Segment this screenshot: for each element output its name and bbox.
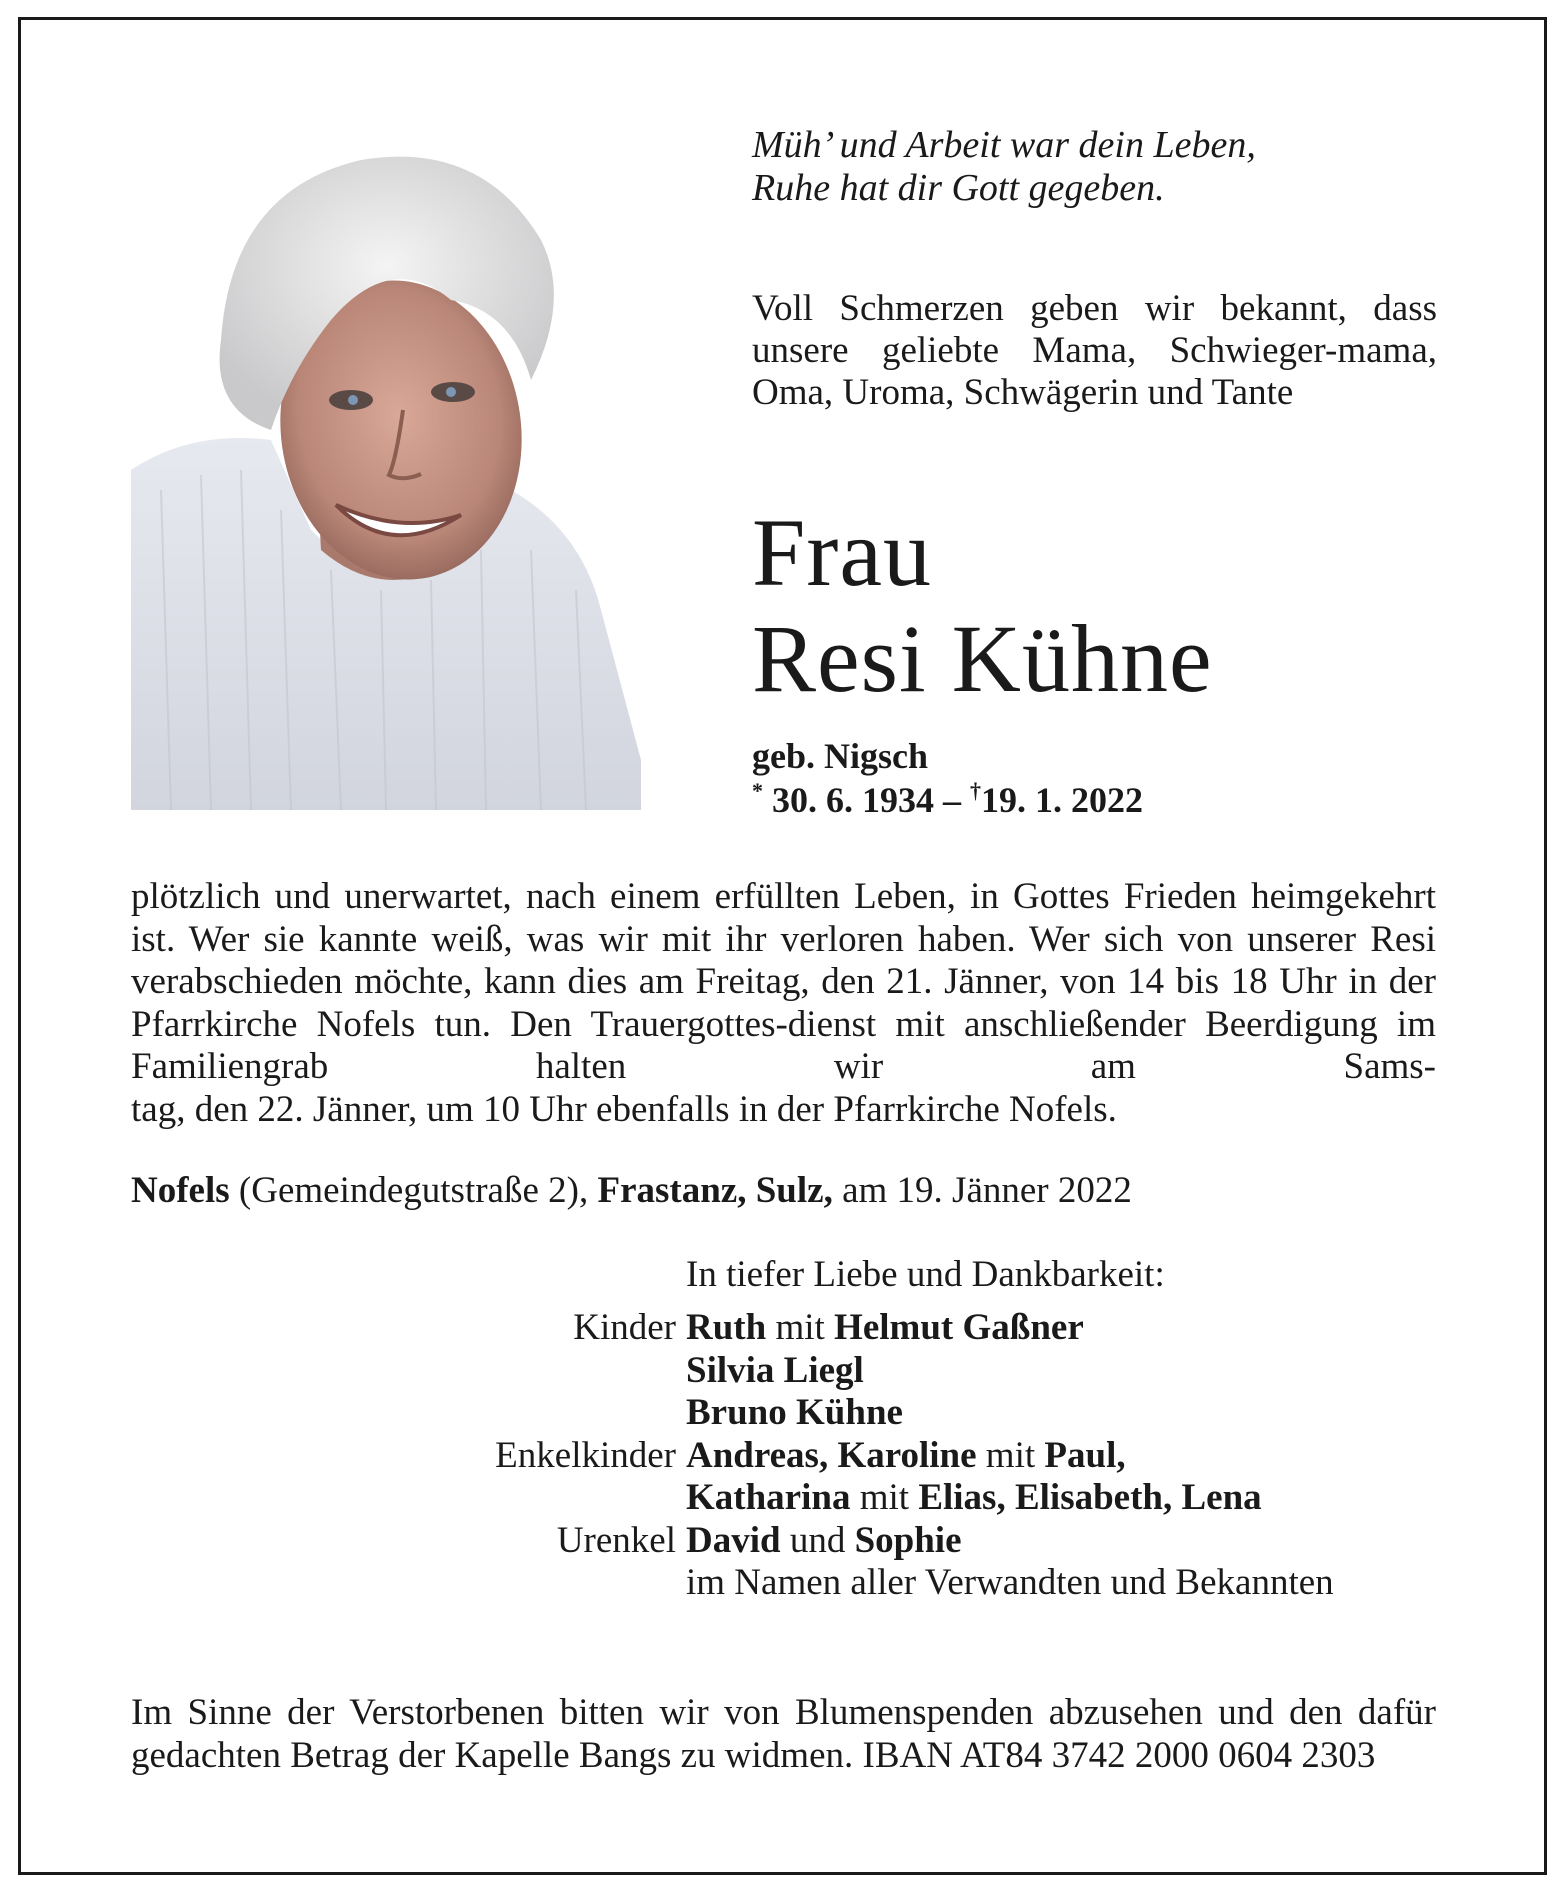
- date-separator: –: [943, 780, 961, 820]
- connector: mit: [850, 1477, 919, 1518]
- family-name: Katharina: [686, 1477, 851, 1518]
- life-dates: [752, 779, 1143, 821]
- death-date: 19. 1. 2022: [981, 780, 1143, 820]
- family-name: Andreas, Karoline: [686, 1434, 977, 1476]
- born-symbol: *: [752, 778, 763, 803]
- thanks-line: In tiefer Liebe und Dankbarkeit:: [686, 1254, 1165, 1295]
- place-nofels: Nofels: [131, 1170, 230, 1211]
- family-name: Silvia Liegl: [686, 1349, 864, 1391]
- closing-line: im Namen aller Verwandten und Bekannten: [686, 1562, 1334, 1603]
- motto-line-1: Müh’ und Arbeit war dein Leben,: [752, 124, 1256, 166]
- place-frastanz-sulz: Frastanz, Sulz,: [597, 1170, 833, 1211]
- announcement-date: am 19. Jänner 2022: [832, 1170, 1132, 1211]
- deceased-title: Frau: [752, 499, 932, 606]
- family-name: Paul,: [1044, 1434, 1126, 1476]
- kinder-label: Kinder: [573, 1307, 676, 1348]
- family-row: [131, 1307, 1451, 1350]
- body-last-line: tag, den 22. Jänner, um 10 Uhr ebenfalls in der Pfarrkirche Nofels.: [131, 1088, 1117, 1130]
- family-row: [131, 1435, 1451, 1478]
- birth-name: geb. Nigsch: [752, 736, 929, 776]
- family-name: Elias, Elisabeth, Lena: [918, 1477, 1262, 1518]
- family-name: David: [686, 1519, 781, 1561]
- address: (Gemeindegutstraße 2),: [229, 1170, 598, 1211]
- birth-date: 30. 6. 1934: [772, 780, 934, 820]
- family-name: Helmut Gaßner: [834, 1307, 1084, 1348]
- connector: mit: [766, 1307, 835, 1348]
- deceased-name-block: [752, 500, 1532, 712]
- connector: und: [780, 1519, 855, 1561]
- connector: mit: [976, 1434, 1045, 1476]
- place-date-line: [131, 1170, 1436, 1212]
- body-main: plötzlich und unerwartet, nach einem erfüllten Leben, in Gottes Frieden heimgekehrt ist. Wer sie kannte weiß, was wir mit ihr verloren haben. Wer sich von unserer Resi verabschieden möchte, kann dies am Freitag, den 21. Jänner, von 14 bis 18 Uhr in der Pfarrkirche Nofels tun. Den Trauergottes-dienst mit anschließender Beerdigung im Familiengrab halten wir am Sams-: [131, 876, 1436, 1087]
- motto-line-2: Ruhe hat dir Gott gegeben.: [752, 167, 1165, 209]
- family-row: [131, 1392, 1451, 1435]
- family-row: [131, 1520, 1451, 1563]
- enkel-label: Enkelkinder: [495, 1434, 676, 1476]
- family-row: [131, 1562, 1451, 1605]
- deceased-name: Resi Kühne: [752, 605, 1213, 712]
- family-name: Bruno Kühne: [686, 1392, 903, 1433]
- family-name: Ruth: [686, 1307, 767, 1348]
- urenkel-label: Urenkel: [556, 1519, 676, 1561]
- intro-text: Voll Schmerzen geben wir bekannt, dass unsere geliebte Mama, Schwieger-mama, Oma, Uroma, Schwägerin und Tante: [752, 288, 1437, 413]
- family-list: [131, 1307, 1451, 1605]
- donation-note: Im Sinne der Verstorbenen bitten wir von Blumenspenden abzusehen und den dafür gedachten Betrag der Kapelle Bangs zu widmen. IBAN AT84 3742 2000 0604 2303: [131, 1692, 1436, 1776]
- motto-verse: [752, 124, 1452, 210]
- family-row: [131, 1477, 1451, 1520]
- announcement-body: [131, 876, 1436, 1131]
- family-name: Sophie: [854, 1519, 962, 1561]
- portrait-photo: [131, 130, 641, 810]
- family-row: [131, 1350, 1451, 1393]
- died-symbol: †: [970, 778, 981, 803]
